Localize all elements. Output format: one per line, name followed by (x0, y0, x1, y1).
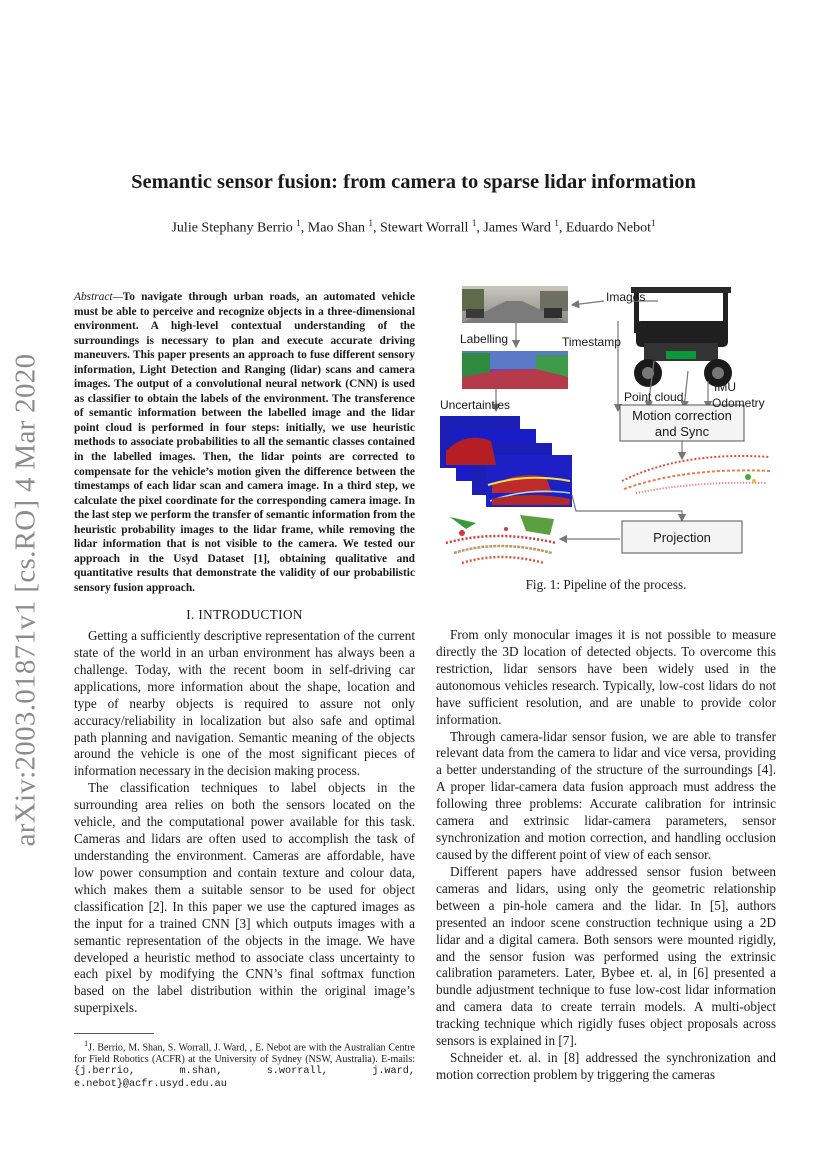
author-name: Eduardo Nebot (565, 220, 651, 236)
label-timestamp: Timestamp (562, 335, 621, 349)
arxiv-id: arXiv:2003.01871v1 [cs.RO] 4 Mar 2020 (9, 353, 42, 847)
footnote-rule (74, 1033, 154, 1034)
abstract (74, 290, 415, 595)
paragraph: Different papers have addressed sensor fusion between cameras and lidars, using only the geometric relationship between a pin-hole camera and the lidar. In [5], authors presented an indoor scene construction technique using a 2D lidar and a digital camera. Both sensors were mounted rigidly, and the sensor fusion was performed using the extrinsic calibration parameters. Later, Bybee et. al, in [6] presented a bundle adjustment technique to fuse low-cost lidar information and camera data to create terrain models. A multi-object tracking technique which rigidly fuses object proposals across sensors is explained in [7]. (436, 863, 776, 1049)
paragraph: From only monocular images it is not possible to measure directly the 3D location of detected objects. To overcome this restriction, lidar sensors have been widely used in the autonomous vehicles research. Typically, low-cost lidars do not have sufficient resolution, and are unable to provide color information. (436, 627, 776, 727)
label-motion-line2: and Sync (654, 424, 710, 439)
footnote-mark: 1 (84, 1039, 89, 1048)
labelled-image (462, 351, 568, 389)
author-affiliation-mark: 1 (651, 218, 656, 228)
footnote-text: J. Berrio, M. Shan, S. Worrall, J. Ward, , E. Nebot are with the Australian Centre for Field Robotics (ACFR) at the University of Sydney (NSW, Australia). E-mails: (74, 1042, 415, 1065)
paragraph: Schneider et. al. in [8] addressed the synchronization and motion correction problem by triggering the cameras (436, 1050, 776, 1082)
right-column-body (436, 627, 776, 1084)
label-motion-line1: Motion correction (632, 408, 732, 423)
figure-pipeline (436, 281, 776, 571)
label-projection: Projection (653, 530, 711, 545)
pipeline-diagram (436, 281, 776, 571)
author-affiliation-mark: 1 (554, 218, 559, 228)
abstract-label: Abstract— (74, 291, 123, 303)
arrow-uncertainty-to-projection (572, 495, 682, 521)
author-name: James Ward (483, 220, 551, 236)
left-column-body (74, 628, 415, 1017)
arrow-images-to-photo (572, 301, 604, 305)
street-photo (462, 286, 568, 323)
footnote (74, 1038, 415, 1090)
corrected-point-cloud (622, 456, 770, 493)
label-uncertainties: Uncertainties (440, 398, 511, 412)
label-imu: IMU (714, 380, 736, 394)
label-images: Images (606, 290, 646, 304)
label-point-cloud: Point cloud (624, 390, 684, 404)
paragraph: The classification techniques to label objects in the surrounding area relies on both the sensors located on the vehicle, and the computational power available for this task. Cameras and lidars are often used to accomplish the task of understanding the environment. Cameras are affordable, have low power consumption and contain texture and colour data, which makes them a suitable sensor to be used for object classification [2]. In this paper we use the captured images as the input for a trained CNN [3] which outputs images with a semantic representation of the objects in the image. We have developed a heuristic method to associate class uncertainty to each pixel by modifying the CNN’s final softmax function based on the label distribution within the original image’s superpixels. (74, 780, 415, 1016)
label-odometry: Odometry (712, 396, 765, 410)
arrow-imu (684, 371, 688, 408)
label-labelling: Labelling (460, 332, 509, 346)
section-heading-introduction: I. INTRODUCTION (186, 607, 303, 622)
uncertainty-stack (440, 416, 572, 507)
author-affiliation-mark: 1 (368, 218, 373, 228)
arxiv-side-stamp (6, 353, 46, 847)
author-affiliation-mark: 1 (471, 218, 477, 228)
author-affiliation-mark: 1 (296, 218, 301, 228)
paragraph: Getting a sufficiently descriptive representation of the current state of the world in an urban environment has always been a challenge. Today, with the recent boom in self-driving car applications, more information about the shape, location and type of nearby objects is required to assure not only accuracy/reliability in localization but also safe and optimal path planning and navigation. Semantic meaning of the objects around the vehicle is one of the most significant pieces of information necessary in the decision making process. (74, 628, 415, 779)
author-name: Mao Shan (307, 220, 365, 236)
labelled-point-cloud (446, 515, 556, 563)
vehicle-image (631, 287, 732, 387)
paper-title: Semantic sensor fusion: from camera to sparse lidar information (131, 171, 696, 193)
paragraph: Through camera-lidar sensor fusion, we are able to transfer relevant data from the camera to lidar and vice versa, providing a better understanding of the structure of the surroundings [4]. A proper lidar-camera data fusion approach must address the following three problems: Accurate calibration for intrinsic camera and extrinsic lidar-camera parameters, sensor synchronization and motion correction, and handling occlusion caused by the different point of view of each sensor. (436, 728, 776, 862)
author-list: Julie Stephany Berrio $^1$, Mao Shan $^1$, Stewart Worrall $^1$, James Ward $^1$, Eduardo Nebot$^1$ (171, 218, 656, 236)
author-name: Julie Stephany Berrio (171, 220, 293, 236)
figure-caption: Fig. 1: Pipeline of the process. (525, 577, 687, 592)
abstract-text: To navigate through urban roads, an automated vehicle must be able to perceive and recognize objects in a three-dimensional environment. A high-level contextual understanding of the surroundings is necessary to plan and execute accurate driving maneuvers. This paper presents an approach to fuse different sensory information, Light Detection and Ranging (lidar) scans and camera images. The output of a convolutional neural network (CNN) is used as classifier to obtain the labels of the environment. The transference of semantic information between the labelled image and the lidar point cloud is performed in four steps: initially, we use heuristic methods to associate probabilities to all the semantic classes contained in the labelled images. Then, the lidar points are corrected to compensate for the vehicle’s motion given the difference between the timestamps of each lidar scan and camera image. In a third step, we calculate the pixel coordinate for the corresponding camera image. In the last step we perform the transfer of semantic information from the heuristic probability images to the lidar frame, while removing the lidar information that is not visible to the camera. We tested our approach in the Usyd Dataset [1], obtaining qualitative and quantitative results that demonstrate the validity of our probabilistic sensory fusion approach. (74, 291, 415, 594)
author-name: Stewart Worrall (379, 220, 469, 236)
footnote-emails: {j.berrio, m.shan, s.worrall, j.ward, e.nebot}@acfr.usyd.edu.au (74, 1066, 415, 1090)
